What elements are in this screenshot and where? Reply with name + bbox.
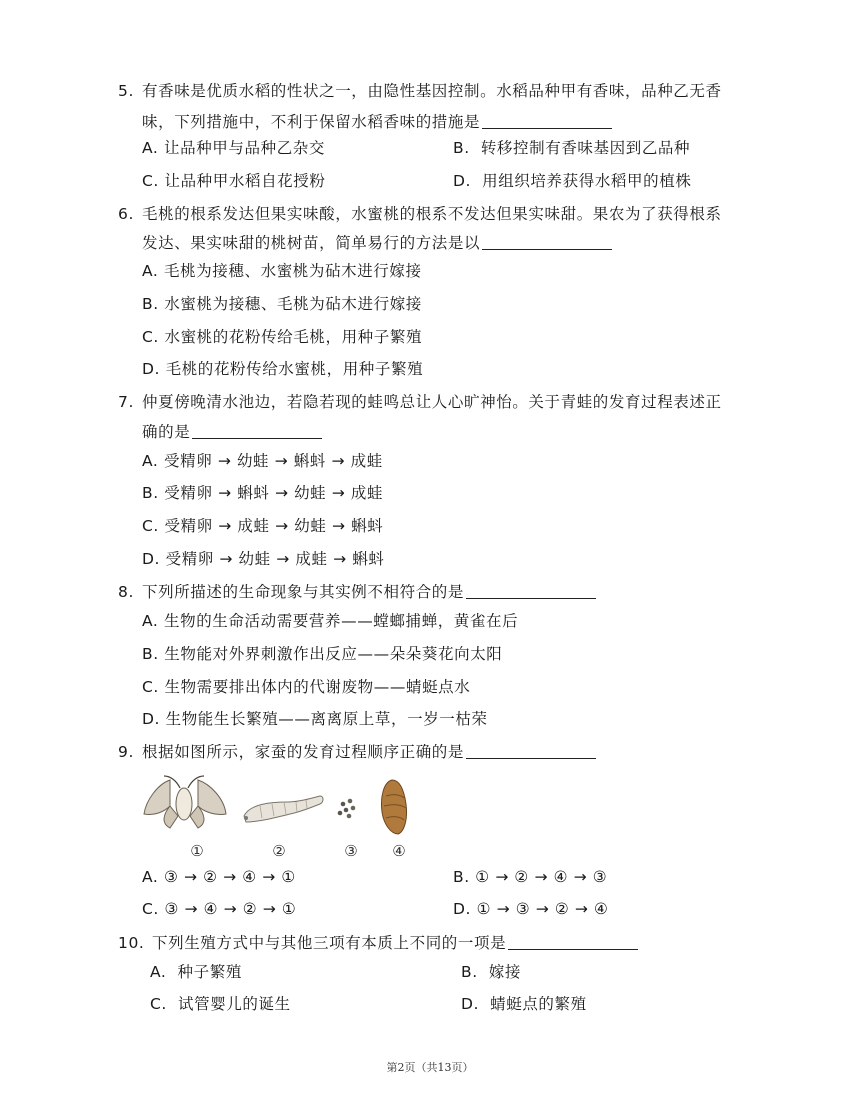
q7-option-c[interactable]: C. 受精卵 → 成蛙 → 幼蛙 → 蝌蚪 [142,517,384,535]
q6-option-c[interactable]: C. 水蜜桃的花粉传给毛桃，用种子繁殖 [142,328,423,346]
silkworm-life-cycle-figure [140,772,420,864]
answer-blank[interactable] [508,933,638,950]
q10-option-c[interactable]: C. 试管婴儿的诞生 [150,995,291,1013]
q6-number: 6. [118,205,134,223]
q10-stem-line1: 10. 下列生殖方式中与其他三项有本质上不同的一项是 [118,932,638,954]
q8-option-d[interactable]: D. 生物能生长繁殖——离离原上草，一岁一枯荣 [142,710,488,728]
answer-blank[interactable] [192,422,322,439]
q5-stem-line2: 味，下列措施中，不利于保留水稻香味的措施是 [142,111,612,133]
silkworm-eggs-icon [338,799,356,819]
q6-stem-line2: 发达、果实味甜的桃树苗，简单易行的方法是以 [142,232,612,254]
q7-stem-line1: 7. 仲夏傍晚清水池边，若隐若现的蛙鸣总让人心旷神怡。关于青蛙的发育过程表述正 [118,393,722,411]
answer-blank[interactable] [482,233,612,250]
figure-label-4: ④ [392,842,406,860]
q6-option-d[interactable]: D. 毛桃的花粉传给水蜜桃，用种子繁殖 [142,360,424,378]
q8-option-a[interactable]: A. 生物的生命活动需要营养——螳螂捕蝉，黄雀在后 [142,612,519,630]
q5-option-c[interactable]: C. 让品种甲水稻自花授粉 [142,172,326,190]
q7-option-b[interactable]: B. 受精卵 → 蝌蚪 → 幼蛙 → 成蛙 [142,484,384,502]
q10-option-b[interactable]: B. 嫁接 [461,963,522,981]
q5-option-d[interactable]: D. 用组织培养获得水稻甲的植株 [453,172,692,190]
answer-blank[interactable] [466,582,596,599]
q5-stem-line1: 5. 有香味是优质水稻的性状之一，由隐性基因控制。水稻品种甲有香味，品种乙无香 [118,82,722,100]
q6-stem-line1: 6. 毛桃的根系发达但果实味酸，水蜜桃的根系不发达但果实味甜。果农为了获得根系 [118,205,722,223]
silkworm-larva-icon [244,796,323,822]
figure-label-1: ① [190,842,204,860]
q5-option-a[interactable]: A. 让品种甲与品种乙杂交 [142,139,326,157]
silkworm-pupa-icon [381,780,406,834]
answer-blank[interactable] [466,742,596,759]
q6-option-b[interactable]: B. 水蜜桃为接穗、毛桃为砧木进行嫁接 [142,295,422,313]
q9-option-a[interactable]: A. ③ → ② → ④ → ① [142,868,296,886]
q9-option-c[interactable]: C. ③ → ④ → ② → ① [142,900,297,918]
q10-option-d[interactable]: D. 蜻蜓点的繁殖 [461,995,587,1013]
q8-stem-line1: 8. 下列所描述的生命现象与其实例不相符合的是 [118,581,596,603]
q7-option-d[interactable]: D. 受精卵 → 幼蛙 → 成蛙 → 蝌蚪 [142,550,385,568]
q8-number: 8. [118,583,134,601]
q9-option-b[interactable]: B. ① → ② → ④ → ③ [453,868,608,886]
page-footer: 第2页（共13页） [386,1061,474,1074]
figure-label-2: ② [272,842,286,860]
q6-option-a[interactable]: A. 毛桃为接穗、水蜜桃为砧木进行嫁接 [142,262,422,280]
answer-blank[interactable] [482,112,612,129]
q7-number: 7. [118,393,134,411]
q9-option-d[interactable]: D. ① → ③ → ② → ④ [453,900,609,918]
q10-number: 10. [118,934,145,952]
q5-number: 5. [118,82,134,100]
q7-option-a[interactable]: A. 受精卵 → 幼蛙 → 蝌蚪 → 成蛙 [142,452,383,470]
q9-number: 9. [118,743,134,761]
q8-option-c[interactable]: C. 生物需要排出体内的代谢废物——蜻蜓点水 [142,678,471,696]
figure-label-3: ③ [344,842,358,860]
q8-option-b[interactable]: B. 生物能对外界刺激作出反应——朵朵葵花向太阳 [142,645,503,663]
q5-option-b[interactable]: B. 转移控制有香味基因到乙品种 [453,139,691,157]
moth-icon [144,776,226,828]
q7-stem-line2: 确的是 [142,421,322,443]
q10-option-a[interactable]: A. 种子繁殖 [150,963,242,981]
q9-stem-line1: 9. 根据如图所示，家蚕的发育过程顺序正确的是 [118,741,596,763]
